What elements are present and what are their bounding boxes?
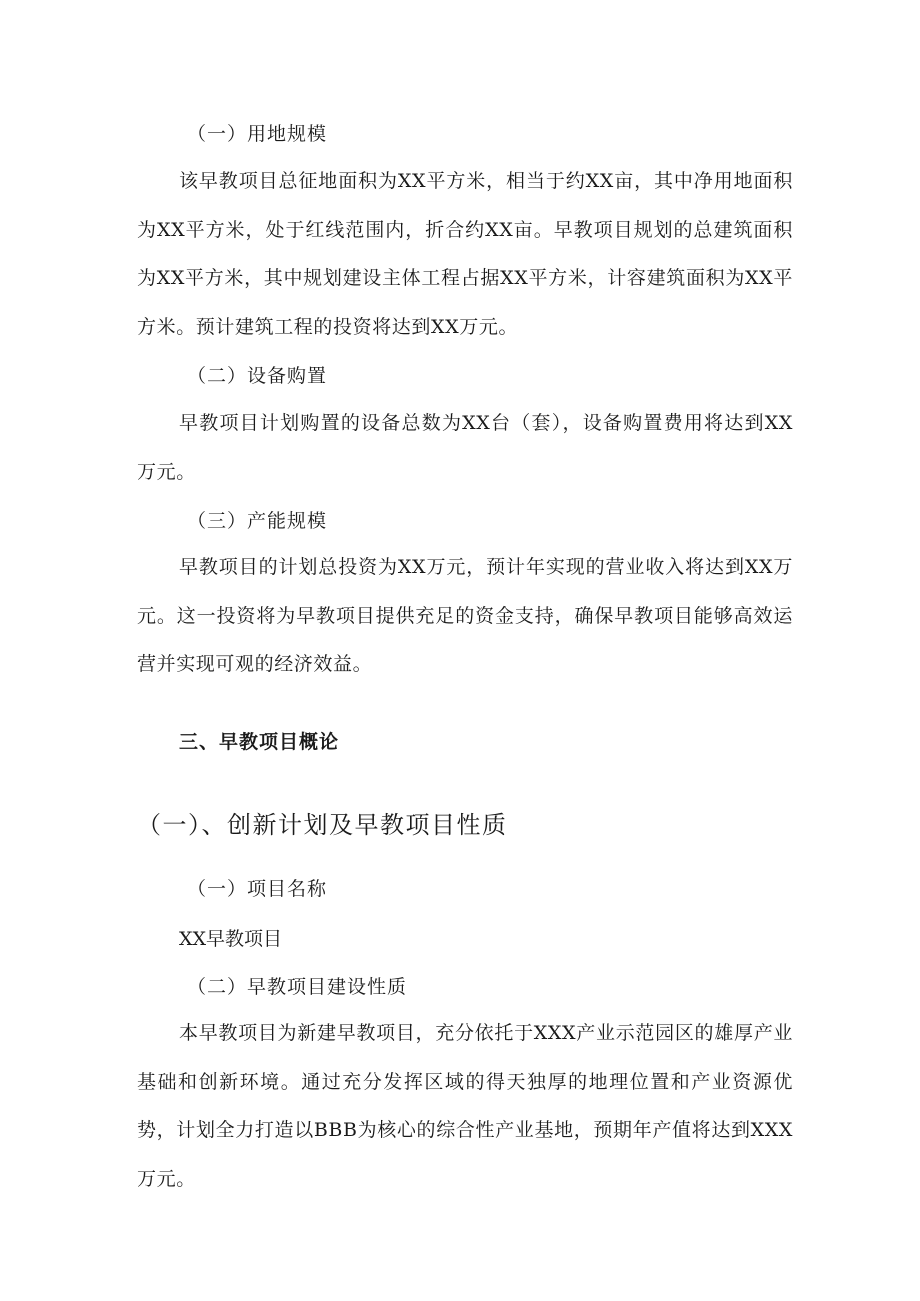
capacity-heading: （三）产能规模	[187, 510, 328, 532]
equipment-heading: （二）设备购置	[187, 365, 328, 387]
capacity-paragraph: 早教项目的计划总投资为XX万元，预计年实现的营业收入将达到XX万元。这一投资将为早教项目提供充足的资金支持，确保早教项目能够高效运营并实现可观的经济效益。	[137, 556, 793, 676]
project-name-value: XX早教项目	[179, 928, 283, 950]
land-scale-paragraph: 该早教项目总征地面积为XX平方米，相当于约XX亩，其中净用地面积为XX平方米，处于红线范围内，折合约XX亩。早教项目规划的总建筑面积为XX平方米，其中规划建设主体工程占据XX平方米，计容建筑面积为XX平方米。预计建筑工程的投资将达到XX万元。	[137, 170, 793, 338]
land-scale-heading: （一）用地规模	[187, 123, 328, 145]
subchapter-title: （一）、创新计划及早教项目性质	[137, 811, 508, 839]
equipment-paragraph: 早教项目计划购置的设备总数为XX台（套），设备购置费用将达到XX万元。	[137, 412, 793, 483]
project-nature-paragraph: 本早教项目为新建早教项目，充分依托于XXX产业示范园区的雄厚产业基础和创新环境。通过充分发挥区域的得天独厚的地理位置和产业资源优势，计划全力打造以BBB为核心的综合性产业基地，预期年产值将达到XXX万元。	[137, 1022, 793, 1190]
project-nature-heading: （二）早教项目建设性质	[187, 976, 408, 998]
chapter-title: 三、早教项目概论	[179, 731, 340, 753]
project-name-heading: （一）项目名称	[187, 878, 328, 900]
